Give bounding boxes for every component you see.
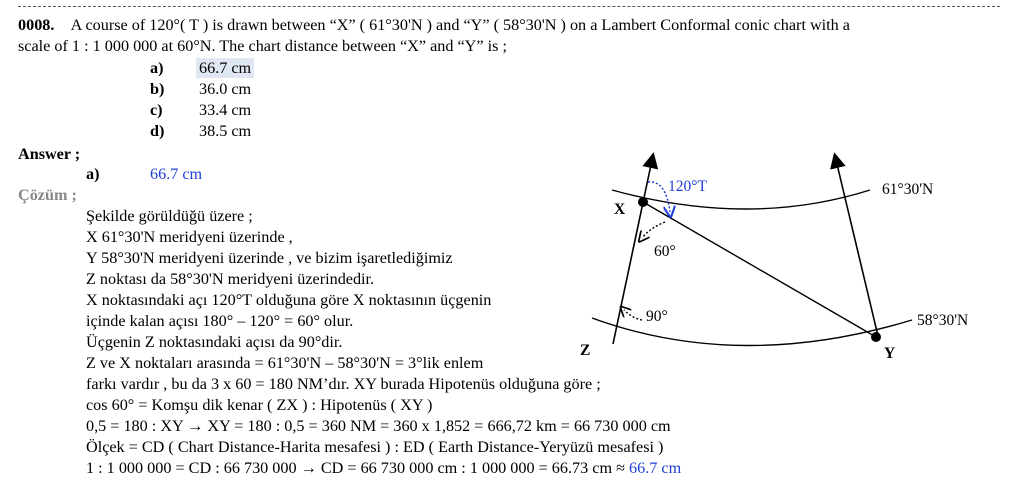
question-number: 0008. (18, 16, 55, 34)
option-letter: b) (150, 80, 165, 98)
angle-90-arc (624, 310, 642, 320)
question-line-2: scale of 1 : 1 000 000 at 60°N. The chart distance between “X” and “Y” is ; (18, 37, 507, 55)
point-z-label: Z (580, 342, 591, 359)
solution-line: farkı vardır , bu da 3 x 60 = 180 NM’dır. XY burada Hipotenüs olduğuna göre ; (86, 375, 601, 393)
solution-line: içinde kalan açısı 180° – 120° = 60° olur. (86, 312, 354, 330)
solution-line: Z noktası da 58°30'N meridyeni üzerindedir. (86, 270, 375, 288)
point-y-label: Y (884, 345, 896, 362)
course-line (643, 202, 876, 337)
option-text: 36.0 cm (199, 80, 252, 98)
final-equation: 1 : 1 000 000 = CD : 66 730 000 → CD = 66 730 000 cm : 1 000 000 = 66.73 cm ≈ (86, 459, 630, 477)
solution-line: Z ve X noktaları arasında = 61°30'N – 58°30'N = 3°lik enlem (86, 354, 484, 372)
solution-line: Üçgenin Z noktasındaki açısı da 90°dir. (86, 333, 343, 351)
course-label: 120°T (668, 178, 707, 195)
solution-line: cos 60° = Komşu dik kenar ( ZX ) : Hipotenüs ( XY ) (86, 396, 433, 414)
angle-90-label: 90° (646, 308, 668, 325)
solution-line: Y 58°30'N meridyeni üzerinde , ve bizim işaretlediğimiz (86, 249, 453, 267)
question-text-line1: A course of 120°( T ) is drawn between “X” ( 61°30'N ) and “Y” ( 58°30'N ) on a Lambert Conformal conic chart with a (70, 16, 850, 34)
option-text: 33.4 cm (199, 101, 252, 119)
point-x-marker (638, 197, 648, 207)
solution-line: X noktasındaki açı 120°T olduğuna göre X noktasının üçgenin (86, 291, 492, 309)
meridian-right (836, 160, 878, 336)
solution-line: 0,5 = 180 : XY → XY = 180 : 0,5 = 360 NM = 360 x 1,852 = 666,72 km = 66 730 000 cm (86, 417, 671, 435)
answer-heading: Answer ; (18, 145, 81, 163)
angle-60-label: 60° (654, 243, 676, 260)
option-letter: d) (150, 122, 165, 140)
option-text: 38.5 cm (199, 122, 252, 140)
parallel-upper-label: 61°30'N (882, 181, 934, 198)
parallel-lower-arc (592, 318, 912, 346)
option-letter: a) (150, 59, 164, 77)
solution-line: Ölçek = CD ( Chart Distance-Harita mesafesi ) : ED ( Earth Distance-Yeryüzü mesafesi ) (86, 438, 664, 456)
option-letter: c) (150, 101, 163, 119)
point-x-label: X (614, 201, 626, 218)
solution-heading: Çözüm ; (18, 186, 77, 204)
answer-text: 66.7 cm (150, 165, 203, 183)
solution-line: Şekilde görüldüğü üzere ; (86, 207, 253, 225)
solution-line: X 61°30'N meridyeni üzerinde , (86, 228, 293, 246)
option-text: 66.7 cm (196, 58, 254, 78)
point-y-marker (871, 332, 881, 342)
final-value: 66.7 cm (629, 459, 682, 477)
answer-letter: a) (86, 165, 100, 183)
parallel-lower-label: 58°30'N (917, 312, 969, 329)
angle-60-arc (642, 222, 665, 238)
